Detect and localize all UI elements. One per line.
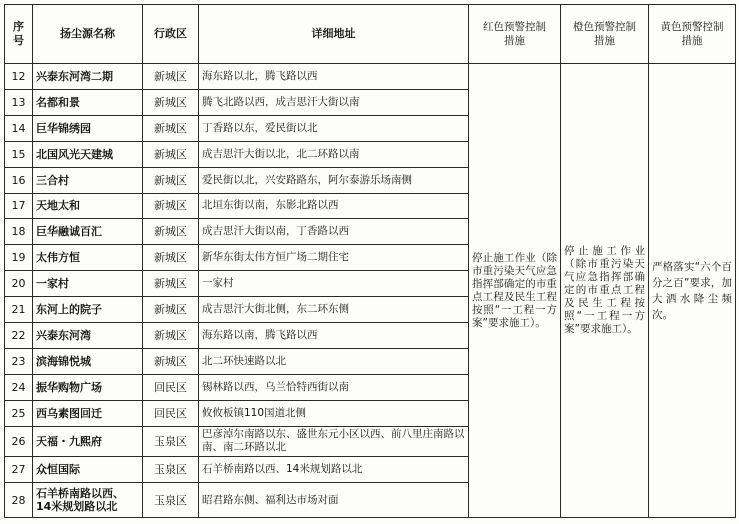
row-number: 25	[5, 400, 33, 426]
address: 新华东街太伟方恒广场二期住宅	[199, 245, 469, 271]
district: 玉泉区	[143, 457, 199, 483]
source-name: 西乌素图回迁	[33, 400, 143, 426]
row-number: 27	[5, 457, 33, 483]
address: 腾飞北路以西，成吉思汗大街以南	[199, 89, 469, 115]
red-measure-cell: 停止施工作业（除市重污染天气应急指挥部确定的市重点工程及民生工程按照“一工程一方案”要求施工）。	[469, 64, 561, 518]
row-number: 19	[5, 245, 33, 271]
district: 新城区	[143, 245, 199, 271]
source-name: 兴泰东河湾二期	[33, 64, 143, 90]
header-orange-measures: 橙色预警控制 措施	[561, 5, 649, 64]
source-name: 巨华融诚百汇	[33, 219, 143, 245]
source-name: 兴泰东河湾	[33, 323, 143, 349]
header-red-measures: 红色预警控制 措施	[469, 5, 561, 64]
orange-measure-cell: 停止施工作业（除市重污染天气应急指挥部确定的市重点工程及民生工程按照“一工程一方案”要求施工）。	[561, 64, 649, 518]
row-number: 28	[5, 483, 33, 518]
source-name: 北国风光天建城	[33, 141, 143, 167]
district: 玉泉区	[143, 426, 199, 456]
address: 北二环快速路以北	[199, 348, 469, 374]
address: 成吉思汗大街北侧，东二环东侧	[199, 297, 469, 323]
source-name: 滨海锦悦城	[33, 348, 143, 374]
header-district: 行政区	[143, 5, 199, 64]
row-number: 12	[5, 64, 33, 90]
source-name: 天福・九熙府	[33, 426, 143, 456]
address: 巴彦淖尔南路以东、盛世东元小区以西、前八里庄南路以南、南二环路以北	[199, 426, 469, 456]
address: 成吉思汗大街以南，丁香路以西	[199, 219, 469, 245]
address: 海东路以北，腾飞路以西	[199, 64, 469, 90]
table-row	[5, 64, 736, 90]
source-name: 巨华锦绣园	[33, 115, 143, 141]
source-name: 东河上的院子	[33, 297, 143, 323]
header-yellow-measures: 黄色预警控制 措施	[649, 5, 736, 64]
row-number: 21	[5, 297, 33, 323]
district: 新城区	[143, 219, 199, 245]
district: 新城区	[143, 64, 199, 90]
address: 攸攸板镇110国道北侧	[199, 400, 469, 426]
district: 新城区	[143, 141, 199, 167]
row-number: 26	[5, 426, 33, 456]
source-name: 名都和景	[33, 89, 143, 115]
row-number: 13	[5, 89, 33, 115]
row-number: 18	[5, 219, 33, 245]
yellow-measure-cell: 严格落实“六个百分之百”要求，加大洒水降尘频次。	[649, 64, 736, 518]
district: 新城区	[143, 271, 199, 297]
district: 新城区	[143, 89, 199, 115]
row-number: 14	[5, 115, 33, 141]
address: 一家村	[199, 271, 469, 297]
district: 新城区	[143, 115, 199, 141]
address: 石羊桥南路以西、14米规划路以北	[199, 457, 469, 483]
address: 成吉思汗大街以北，北二环路以南	[199, 141, 469, 167]
district: 新城区	[143, 167, 199, 193]
district: 玉泉区	[143, 483, 199, 518]
header-name: 扬尘源名称	[33, 5, 143, 64]
dust-source-table	[4, 4, 736, 518]
source-name: 太伟方恒	[33, 245, 143, 271]
address: 爱民街以北，兴安路路东，阿尔泰游乐场南侧	[199, 167, 469, 193]
source-name: 天地太和	[33, 193, 143, 219]
row-number: 22	[5, 323, 33, 349]
source-name: 三合村	[33, 167, 143, 193]
source-name: 众恒国际	[33, 457, 143, 483]
row-number: 23	[5, 348, 33, 374]
header-row	[5, 5, 736, 64]
header-address: 详细地址	[199, 5, 469, 64]
row-number: 20	[5, 271, 33, 297]
row-number: 24	[5, 374, 33, 400]
source-name: 石羊桥南路以西、14米规划路以北	[33, 483, 143, 518]
address: 锡林路以西，乌兰恰特西街以南	[199, 374, 469, 400]
address: 丁香路以东，爱民街以北	[199, 115, 469, 141]
district: 新城区	[143, 323, 199, 349]
row-number: 17	[5, 193, 33, 219]
address: 海东路以南，腾飞路以西	[199, 323, 469, 349]
district: 新城区	[143, 297, 199, 323]
row-number: 16	[5, 167, 33, 193]
header-no: 序号	[5, 5, 33, 64]
source-name: 一家村	[33, 271, 143, 297]
row-number: 15	[5, 141, 33, 167]
address: 北垣东街以南，东影北路以西	[199, 193, 469, 219]
district: 回民区	[143, 400, 199, 426]
district: 新城区	[143, 348, 199, 374]
district: 回民区	[143, 374, 199, 400]
district: 新城区	[143, 193, 199, 219]
source-name: 振华购物广场	[33, 374, 143, 400]
address: 昭君路东侧、福利达市场对面	[199, 483, 469, 518]
